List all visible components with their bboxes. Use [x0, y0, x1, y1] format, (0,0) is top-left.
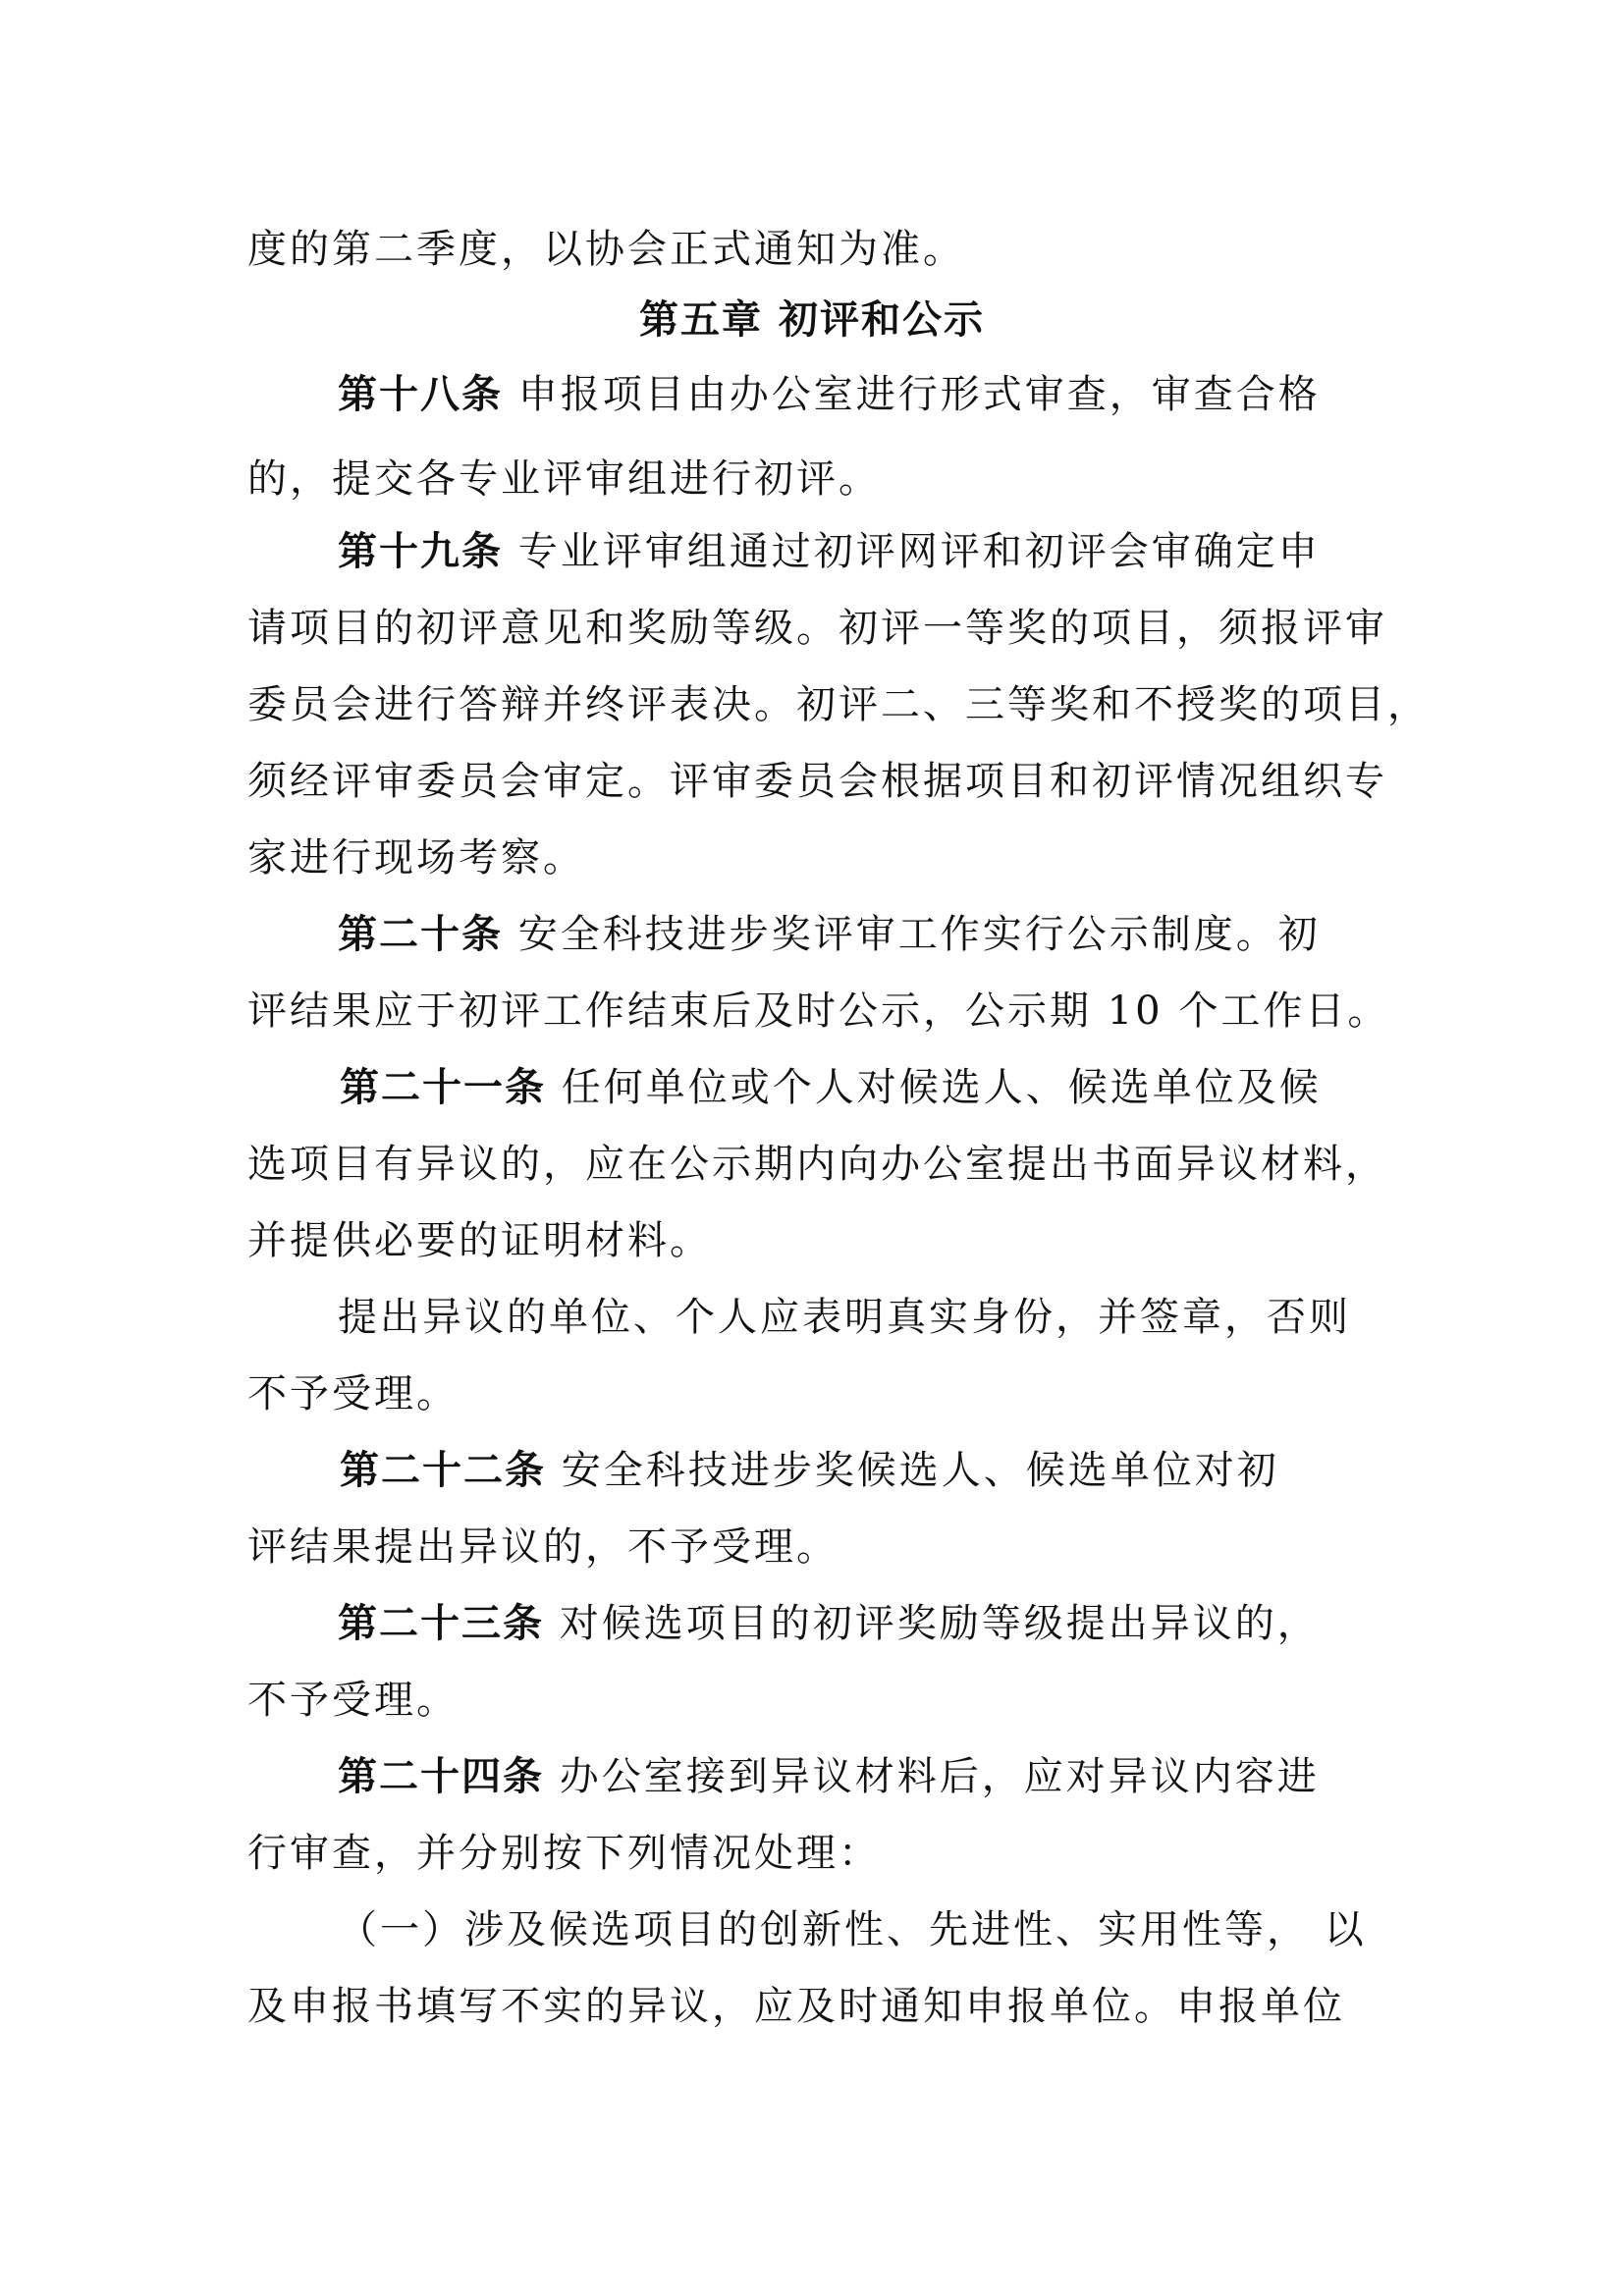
- article-18: [338, 369, 1321, 420]
- article-20: [338, 909, 1321, 960]
- article-22-line-2: 评结果提出异议的，不予受理。: [247, 1524, 839, 1570]
- article-21-line-2: 选项目有异议的，应在公示期内向办公室提出书面异议材料，: [247, 1142, 1387, 1187]
- article-text: 办公室接到异议材料后，应对异议内容进: [559, 1754, 1320, 1799]
- article-22: [340, 1445, 1279, 1496]
- article-20-line-2: 评结果应于初评工作结束后及时公示，公示期 10 个工作日。: [247, 988, 1390, 1034]
- article-19-line-3: 委员会进行答辩并终评表决。初评二、三等奖和不授奖的项目，: [247, 682, 1430, 727]
- chapter-title: 第五章 初评和公示: [639, 297, 985, 343]
- article-label: 第二十四条: [338, 1754, 544, 1799]
- article-21: [340, 1062, 1322, 1113]
- article-23: [338, 1598, 1320, 1649]
- article-21-para-2-line-2: 不予受理。: [247, 1371, 459, 1416]
- article-label: 第二十二条: [340, 1448, 546, 1493]
- article-19-line-2: 请项目的初评意见和奖励等级。初评一等奖的项目，须报评审: [247, 606, 1387, 651]
- continuation-text: 度的第二季度，以协会正式通知为准。: [247, 227, 965, 272]
- article-19-line-4: 须经评审委员会审定。评审委员会根据项目和初评情况组织专: [247, 759, 1387, 804]
- article-23-line-2: 不予受理。: [247, 1678, 459, 1723]
- article-24: [338, 1751, 1320, 1802]
- article-24-line-2: 行审查，并分别按下列情况处理：: [247, 1831, 881, 1876]
- article-text: 申报项目由办公室进行形式审查，审查合格: [517, 372, 1321, 417]
- article-24-item-1: （一）涉及候选项目的创新性、先进性、实用性等， 以: [338, 1907, 1367, 1952]
- article-text: 任何单位或个人对候选人、候选单位及候: [561, 1065, 1322, 1110]
- article-text: 安全科技进步奖评审工作实行公示制度。初: [517, 912, 1321, 957]
- article-label: 第二十三条: [338, 1601, 544, 1646]
- article-label: 第二十一条: [340, 1065, 546, 1110]
- article-text: 安全科技进步奖候选人、候选单位对初: [561, 1448, 1279, 1493]
- article-19-line-5: 家进行现场考察。: [247, 835, 585, 881]
- article-text: 专业评审组通过初评网评和初评会审确定申: [517, 529, 1321, 574]
- article-label: 第十九条: [338, 529, 503, 574]
- article-21-line-3: 并提供必要的证明材料。: [247, 1218, 712, 1263]
- article-24-item-1-line-2: 及申报书填写不实的异议，应及时通知申报单位。申报单位: [247, 1984, 1345, 2029]
- article-label: 第二十条: [338, 912, 503, 957]
- article-text: 对候选项目的初评奖励等级提出异议的，: [559, 1601, 1320, 1646]
- article-21-para-2: 提出异议的单位、个人应表明真实身份，并签章，否则: [338, 1295, 1351, 1340]
- article-label: 第十八条: [338, 372, 503, 417]
- article-19: [338, 526, 1321, 577]
- article-18-line-2: 的，提交各专业评审组进行初评。: [247, 456, 881, 502]
